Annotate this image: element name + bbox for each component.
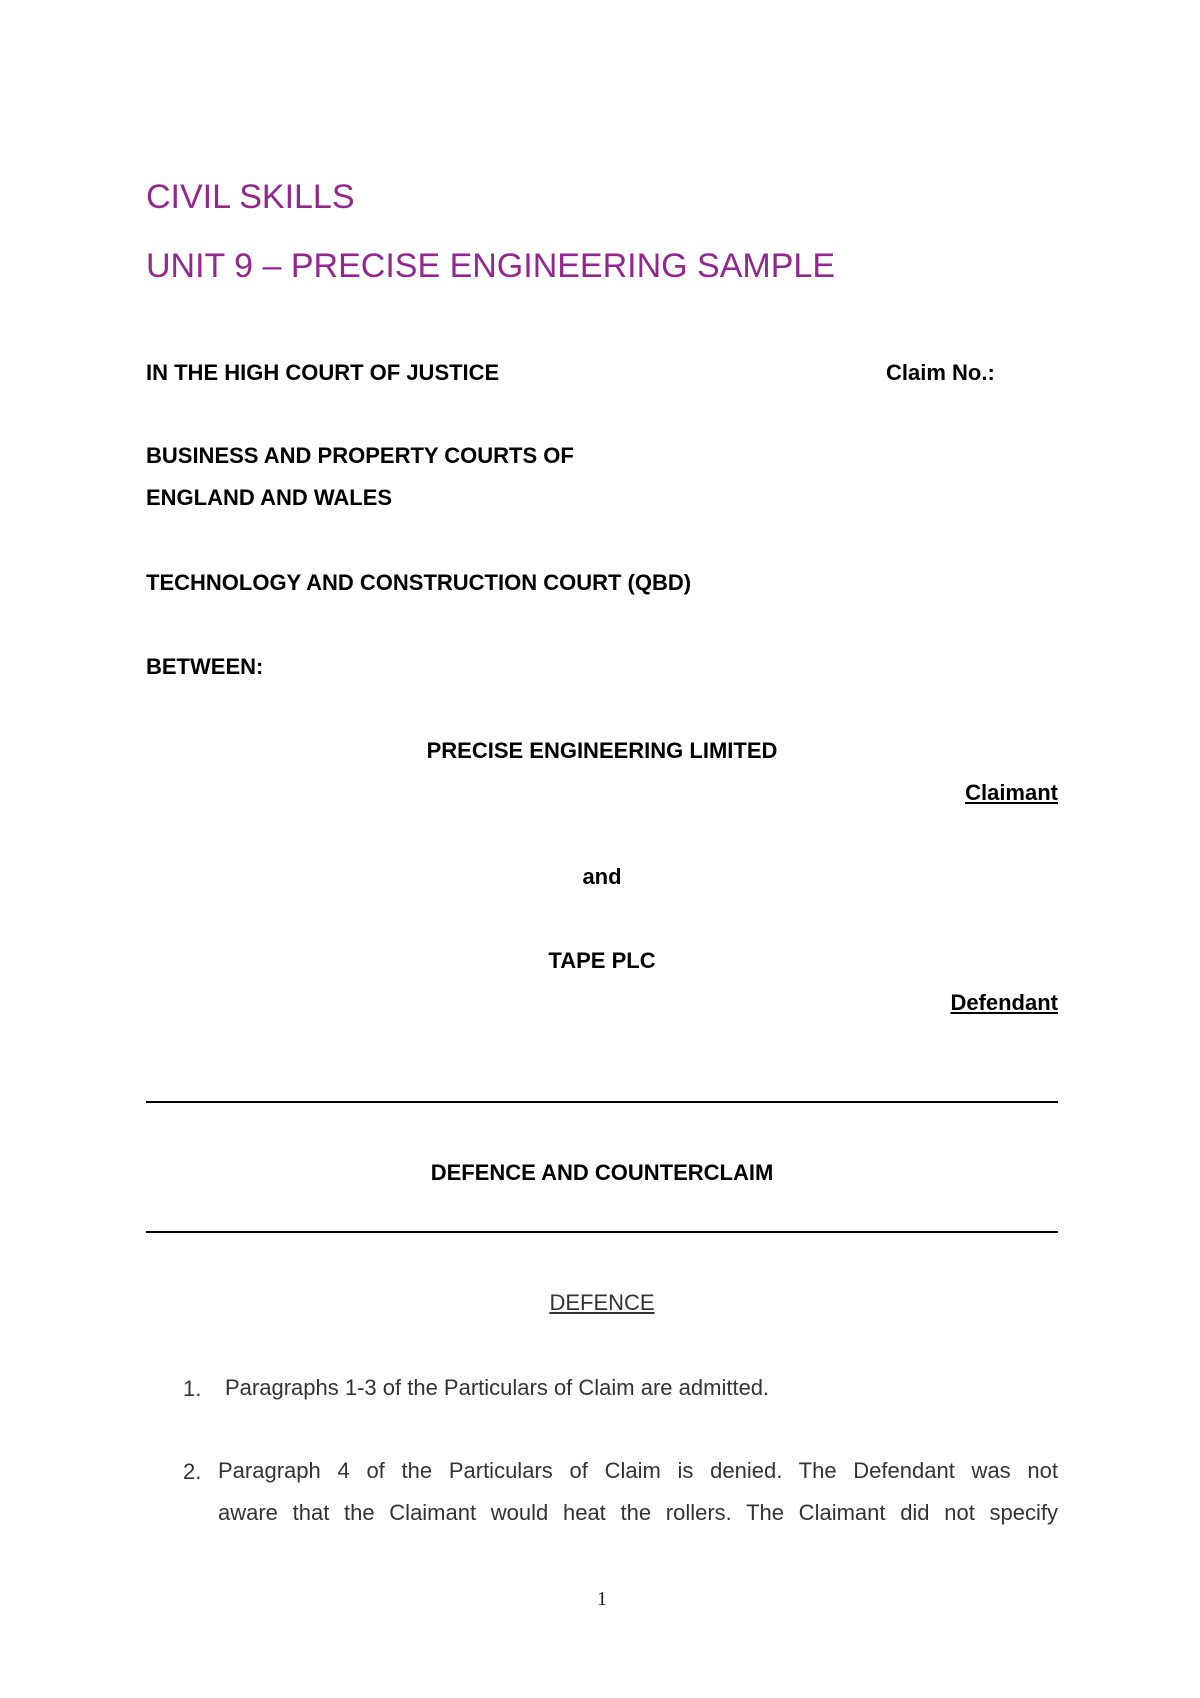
claimant-role: Claimant [965, 780, 1058, 805]
claim-number-label: Claim No.: [886, 360, 995, 385]
technology-construction-court: TECHNOLOGY AND CONSTRUCTION COURT (QBD) [146, 570, 692, 595]
and-label: and [582, 864, 622, 889]
paragraph-1-line: Paragraphs 1-3 of the Particulars of Claim are admitted. [225, 1375, 770, 1400]
page-number: 1 [597, 1588, 607, 1610]
top-divider [146, 1101, 1058, 1103]
paragraph-number: 1. [183, 1376, 202, 1401]
claimant-name: PRECISE ENGINEERING LIMITED [426, 738, 778, 763]
between-label: BETWEEN: [146, 654, 264, 679]
paragraph-2-line: aware that the Claimant would heat the rollers. The Claimant did not specify [218, 1500, 1058, 1525]
business-property-courts-line1: BUSINESS AND PROPERTY COURTS OF [146, 443, 574, 468]
document-title: DEFENCE AND COUNTERCLAIM [430, 1160, 774, 1185]
paragraph-2-line: Paragraph 4 of the Particulars of Claim is denied. The Defendant was not [218, 1458, 1058, 1483]
paragraph-number: 2. [183, 1459, 202, 1484]
defence-heading: DEFENCE [549, 1290, 655, 1315]
bottom-divider [146, 1231, 1058, 1233]
course-title: CIVIL SKILLS [146, 178, 355, 216]
high-court-label: IN THE HIGH COURT OF JUSTICE [146, 360, 500, 385]
defendant-role: Defendant [950, 990, 1058, 1015]
defendant-name: TAPE PLC [548, 948, 656, 973]
business-property-courts-line2: ENGLAND AND WALES [146, 485, 393, 510]
unit-title: UNIT 9 – PRECISE ENGINEERING SAMPLE [146, 247, 835, 285]
